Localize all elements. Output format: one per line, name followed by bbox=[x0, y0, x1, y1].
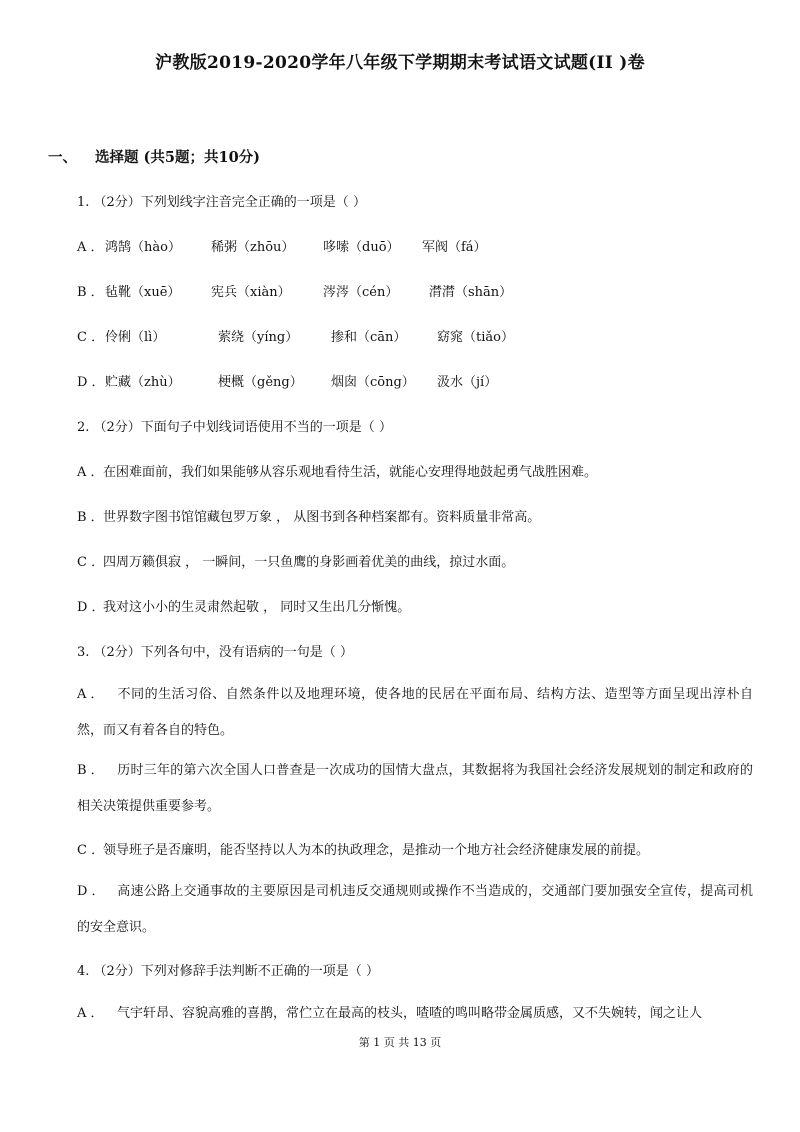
option-word: 伶俐（lì） bbox=[105, 330, 166, 345]
option-word: 军阀（fá） bbox=[422, 240, 487, 255]
option-word: 掺和（cān） bbox=[331, 330, 407, 345]
question-3-option-d[interactable] bbox=[77, 874, 753, 946]
option-word: 毡靴（xuē） bbox=[105, 285, 181, 300]
option-label: A ． bbox=[77, 240, 104, 255]
option-text: 世界数字图书馆馆藏包罗万象 ， 从图书到各种档案都有。资料质量非常高。 bbox=[103, 510, 541, 525]
option-word: 贮藏（zhù） bbox=[105, 375, 181, 390]
question-2-option-a[interactable] bbox=[77, 461, 597, 480]
option-text: 历时三年的第六次全国人口普查是一次成功的国情大盘点，其数据将为我国社会经济发展规划的制定和政府的相关决策提供重要参考。 bbox=[77, 763, 753, 814]
option-label: A ． bbox=[77, 687, 104, 702]
question-2-option-b[interactable] bbox=[77, 506, 540, 525]
page-footer: 第 1 页 共 13 页 bbox=[358, 1036, 442, 1049]
option-label: C ． bbox=[77, 330, 105, 345]
option-label: C ． bbox=[77, 555, 105, 570]
question-1-option-a[interactable] bbox=[77, 236, 487, 255]
option-word: 宪兵（xiàn） bbox=[211, 285, 291, 300]
question-3-stem: 3. （2分）下列各句中，没有语病的一句是（ ） bbox=[77, 645, 353, 660]
section-number: 一、 bbox=[48, 149, 77, 166]
question-1-option-d[interactable] bbox=[77, 371, 498, 390]
option-text: 在困难面前，我们如果能够从容乐观地看待生活，就能心安理得地鼓起勇气战胜困难。 bbox=[103, 465, 598, 480]
option-word: 稀粥（zhōu） bbox=[211, 240, 295, 255]
option-label: C ． bbox=[77, 843, 105, 858]
section-title: 选择题 (共5题；共10分) bbox=[95, 149, 261, 166]
question-2-option-c[interactable] bbox=[77, 551, 514, 570]
question-3-option-c[interactable] bbox=[77, 839, 649, 858]
option-label: B ． bbox=[77, 763, 104, 778]
option-label: D ． bbox=[77, 600, 105, 615]
option-label: D ． bbox=[77, 884, 105, 899]
option-word: 窈窕（tiǎo） bbox=[437, 330, 514, 345]
option-text: 四周万籁俱寂 ， 一瞬间，一只鱼鹰的身影画着优美的曲线，掠过水面。 bbox=[103, 555, 515, 570]
option-label: D ． bbox=[77, 375, 105, 390]
question-1-option-c[interactable] bbox=[77, 326, 514, 345]
question-3-option-b[interactable] bbox=[77, 753, 753, 825]
question-1-option-b[interactable] bbox=[77, 281, 513, 300]
option-word: 涔涔（cén） bbox=[323, 285, 399, 300]
question-4-stem: 4. （2分）下列对修辞手法判断不正确的一项是（ ） bbox=[77, 964, 379, 979]
option-text: 高速公路上交通事故的主要原因是司机违反交通规则或操作不当造成的，交通部门要加强安全宣传，提高司机的安全意识。 bbox=[77, 884, 753, 935]
option-word: 萦绕（yíng） bbox=[218, 330, 299, 345]
document-title: 沪教版2019-2020学年八年级下学期期末考试语文试题(II )卷 bbox=[155, 53, 645, 73]
question-3-option-a[interactable] bbox=[77, 677, 753, 749]
option-word: 汲水（jí） bbox=[437, 375, 498, 390]
option-text: 领导班子是否廉明，能否坚持以人为本的执政理念，是推动一个地方社会经济健康发展的前提。 bbox=[103, 843, 650, 858]
option-text: 气宇轩昂、容貌高雅的喜鹊，常伫立在最高的枝头，喳喳的鸣叫略带金属质感，又不失婉转，闻之让人 bbox=[117, 1006, 703, 1021]
question-4-option-a[interactable] bbox=[77, 996, 753, 1032]
option-word: 梗概（gěng） bbox=[218, 375, 303, 390]
option-label: B ． bbox=[77, 285, 104, 300]
question-2-stem: 2. （2分）下面句子中划线词语使用不当的一项是（ ） bbox=[77, 420, 392, 435]
question-1-stem: 1. （2分）下列划线字注音完全正确的一项是（ ） bbox=[77, 195, 366, 210]
option-word: 烟囱（cōng） bbox=[331, 375, 415, 390]
section-heading bbox=[48, 146, 260, 167]
option-word: 潸潸（shān） bbox=[429, 285, 513, 300]
option-label: A ． bbox=[77, 1006, 104, 1021]
option-label: A ． bbox=[77, 465, 104, 480]
option-word: 鸿鹄（hào） bbox=[105, 240, 181, 255]
option-word: 哆嗦（duō） bbox=[323, 240, 400, 255]
question-2-option-d[interactable] bbox=[77, 596, 410, 615]
option-label: B ． bbox=[77, 510, 104, 525]
option-text: 不同的生活习俗、自然条件以及地理环境，使各地的民居在平面布局、结构方法、造型等方面呈现出淳朴自然，而又有着各自的特色。 bbox=[77, 687, 753, 738]
option-text: 我对这小小的生灵肃然起敬 ， 同时又生出几分惭愧。 bbox=[103, 600, 411, 615]
